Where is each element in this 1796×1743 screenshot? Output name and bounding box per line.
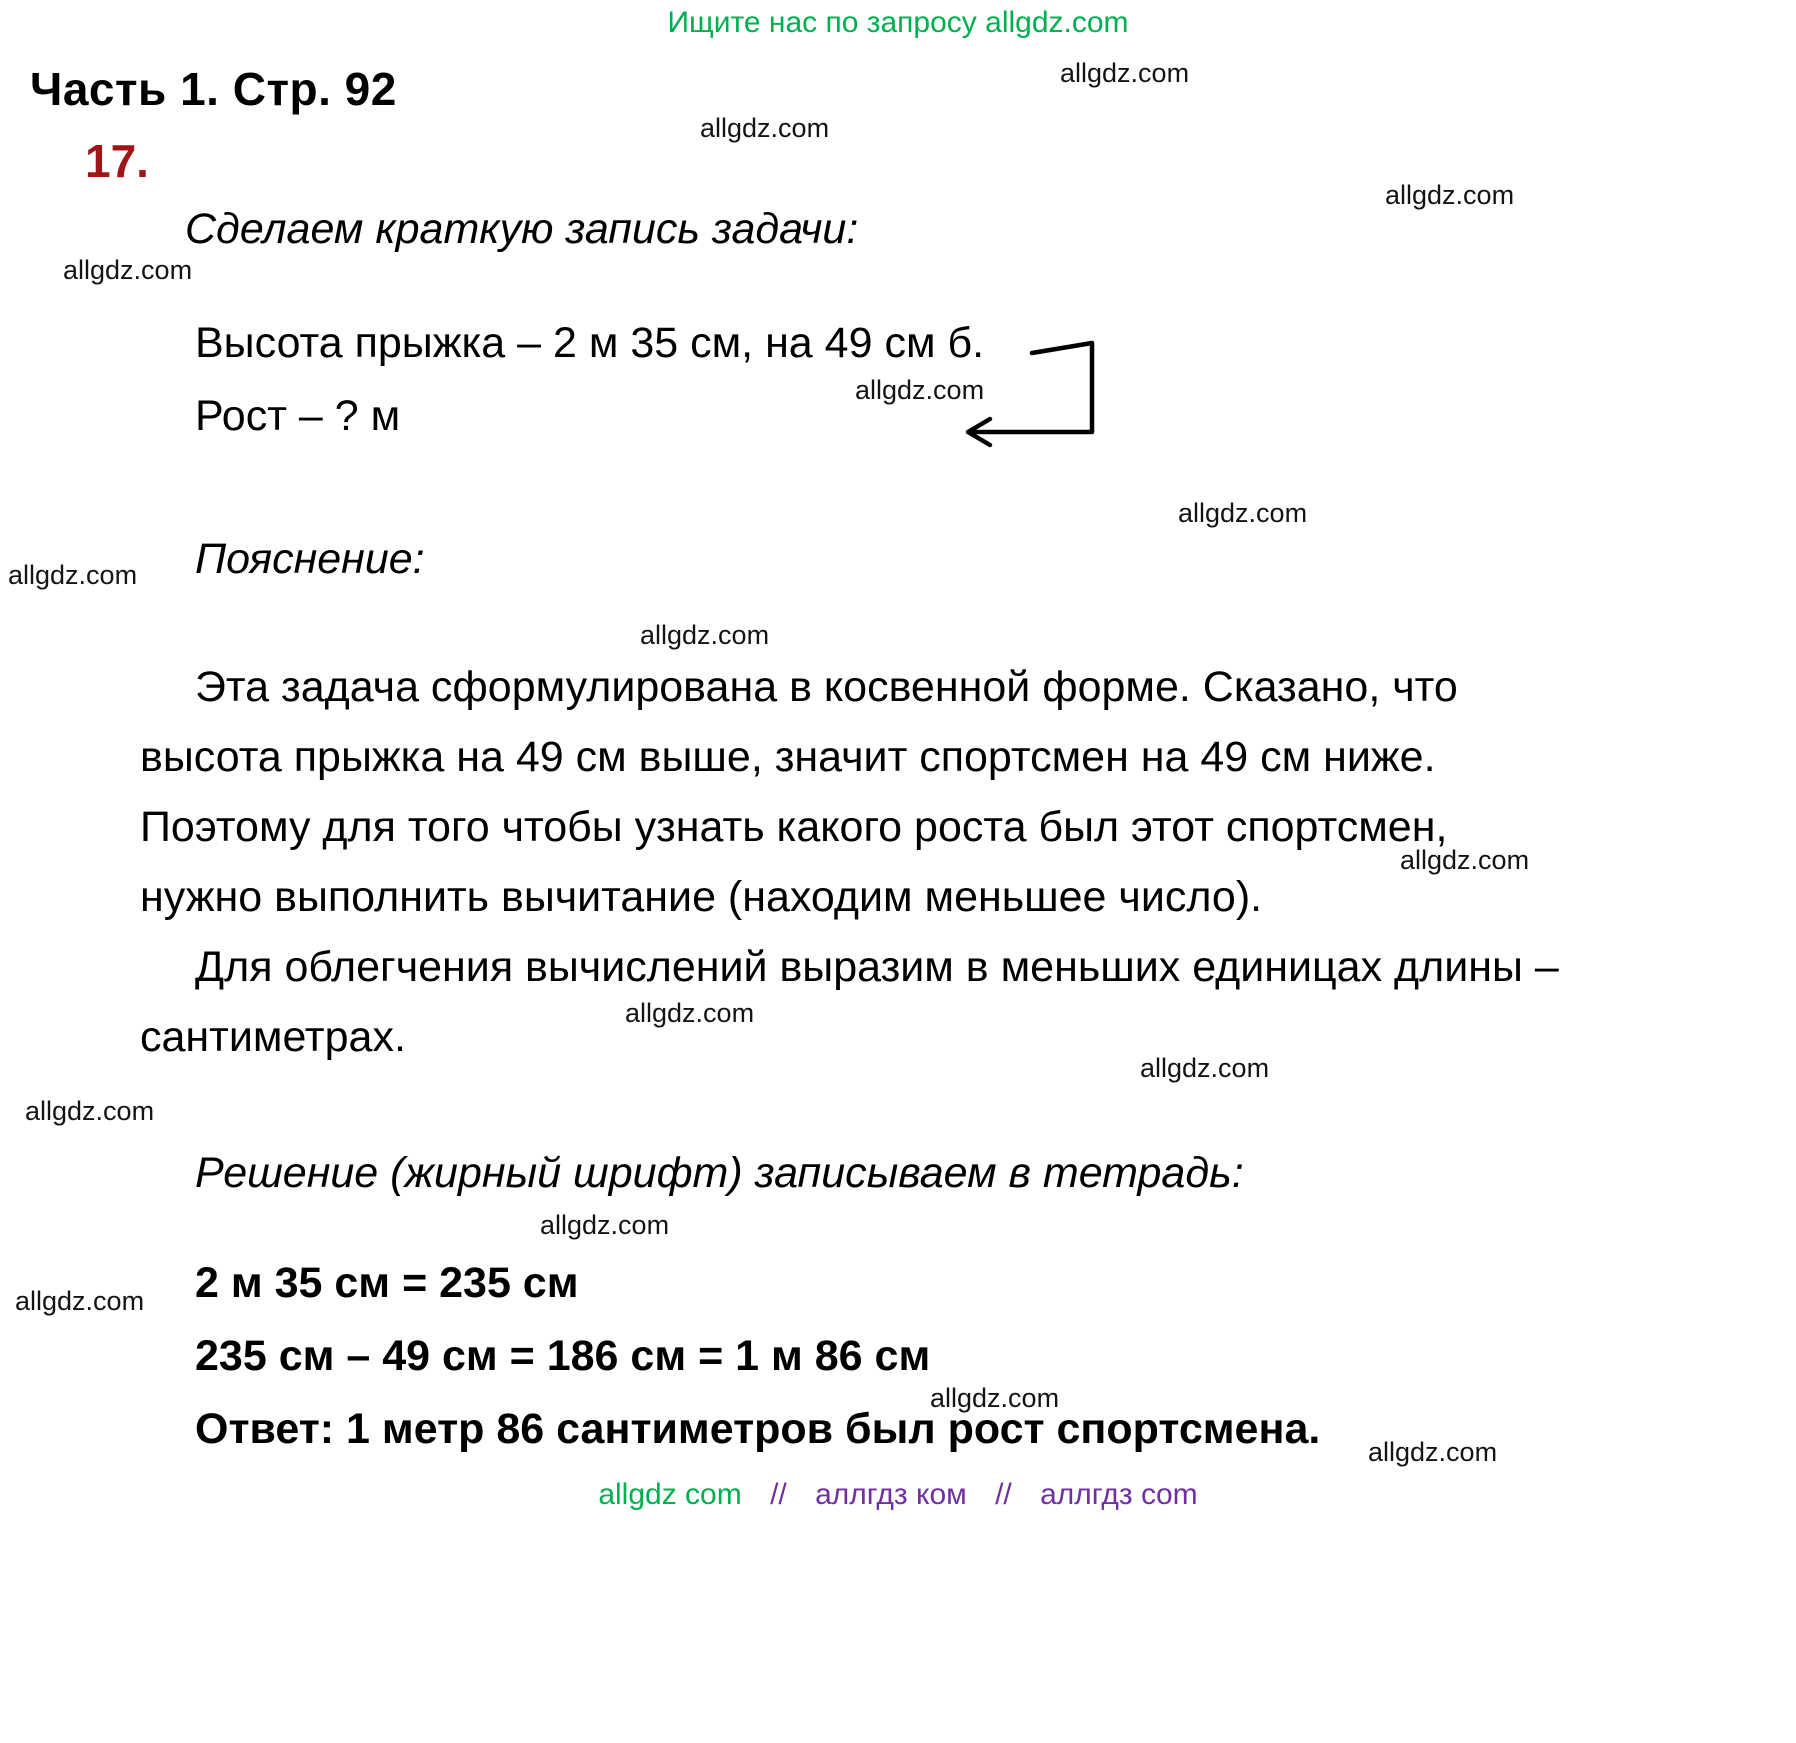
solution-heading: Решение (жирный шрифт) записываем в тетрадь: (195, 1149, 1244, 1197)
explanation-heading: Пояснение: (195, 535, 425, 583)
solution-line-1: 2 м 35 см = 235 см (195, 1259, 579, 1307)
watermark: allgdz.com (25, 1096, 155, 1126)
footer-separator: // (995, 1478, 1012, 1511)
explanation-paragraph-2: Для облегчения вычислений выразим в меньших единицах длины – сантиметрах. (140, 943, 1559, 1061)
problem-number: 17. (85, 135, 149, 187)
site-banner: Ищите нас по запросу allgdz.com (667, 6, 1129, 39)
watermark: allgdz.com (8, 560, 138, 590)
solution-line-2: 235 см – 49 см = 186 см = 1 м 86 см (195, 1332, 931, 1380)
solution-answer: Ответ: 1 метр 86 сантиметров был рост спортсмена. (195, 1405, 1321, 1453)
watermark: allgdz.com (1385, 180, 1515, 210)
watermark: allgdz.com (1140, 1053, 1270, 1083)
watermark: allgdz.com (1060, 58, 1190, 88)
footer-line (0, 1478, 1796, 1512)
page-heading: Часть 1. Стр. 92 (30, 63, 397, 115)
footer-site-green: allgdz com (598, 1478, 742, 1511)
watermark: allgdz.com (15, 1286, 145, 1316)
watermark: allgdz.com (1400, 845, 1530, 875)
footer-site-purple2: аллгдз com (1040, 1478, 1198, 1511)
footer-site-purple1: аллгдз ком (815, 1478, 967, 1511)
reference-arrow-icon (948, 333, 1103, 453)
watermark: allgdz.com (1368, 1437, 1498, 1467)
watermark: allgdz.com (1178, 498, 1308, 528)
watermark: allgdz.com (63, 255, 193, 285)
footer-separator: // (770, 1478, 787, 1511)
watermark: allgdz.com (930, 1383, 1060, 1413)
explanation-paragraph-1: Эта задача сформулирована в косвенной форме. Сказано, что высота прыжка на 49 см выше, значит спортсмен на 49 см ниже. Поэтому для того чтобы узнать какого роста был этот спортсмен, нужно выполнить вычитание (находим меньшее число). (140, 663, 1458, 921)
watermark: allgdz.com (855, 375, 985, 405)
task-intro: Сделаем краткую запись задачи: (185, 205, 859, 253)
task-line-jump-height: Высота прыжка – 2 м 35 см, на 49 см б. (195, 319, 985, 367)
watermark: allgdz.com (625, 998, 755, 1028)
watermark: allgdz.com (640, 620, 770, 650)
watermark: allgdz.com (700, 113, 830, 143)
task-line-height: Рост – ? м (195, 392, 401, 440)
watermark: allgdz.com (540, 1210, 670, 1240)
